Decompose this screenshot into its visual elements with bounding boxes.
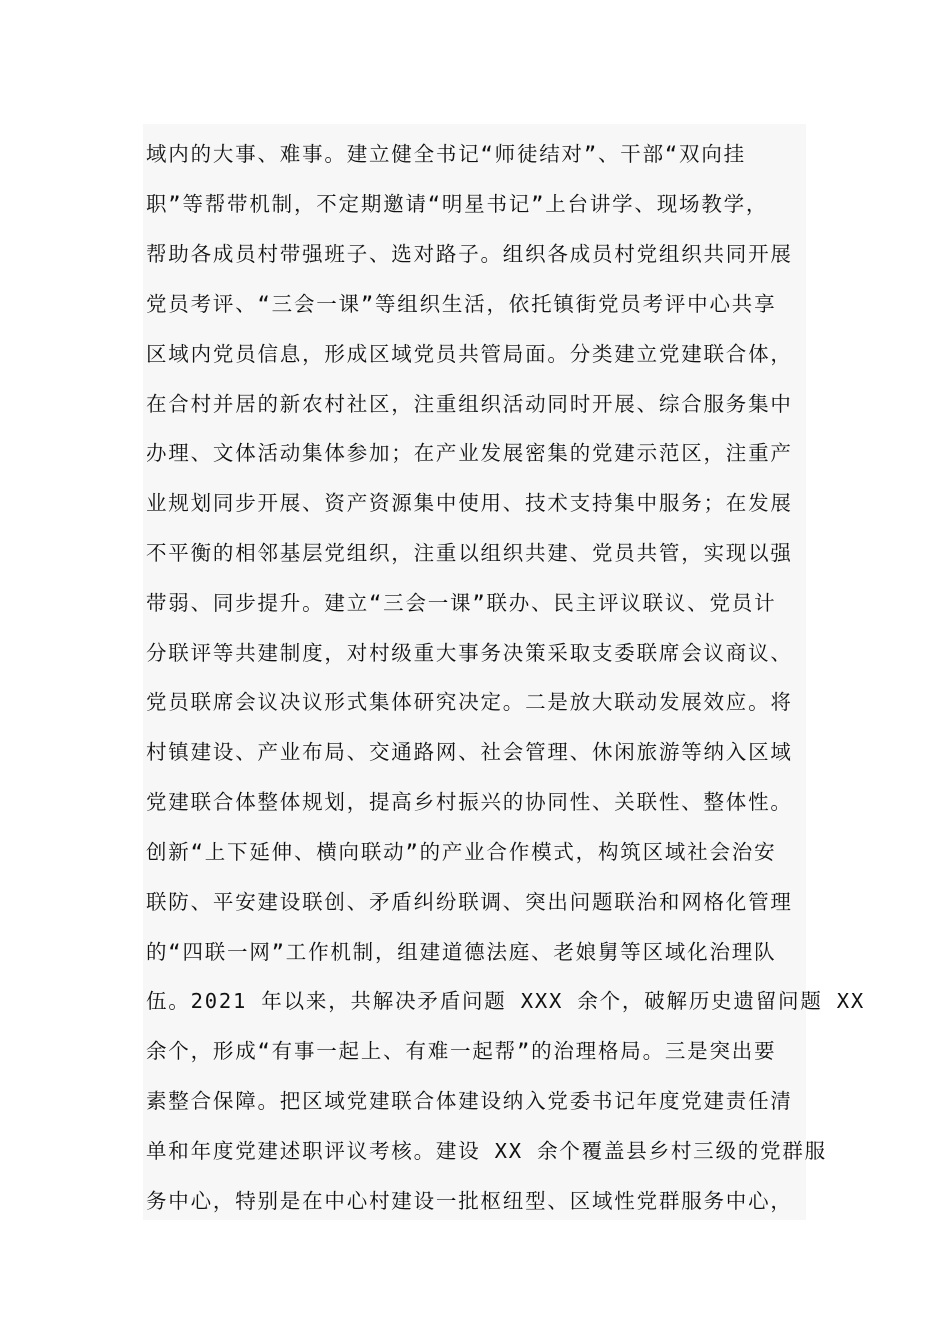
- text-line: 不平衡的相邻基层党组织，注重以组织共建、党员共管，实现以强: [146, 541, 793, 565]
- text-line: 伍。2021 年以来，共解决矛盾问题 XXX 余个，破解历史遗留问题 XX: [146, 989, 866, 1013]
- text-line: 党建联合体整体规划，提高乡村振兴的协同性、关联性、整体性。: [146, 790, 793, 814]
- text-line: 办理、文体活动集体参加；在产业发展密集的党建示范区，注重产: [146, 441, 793, 465]
- text-line: 域内的大事、难事。建立健全书记“师徒结对”、干部“双向挂: [146, 142, 746, 166]
- text-line: 联防、平安建设联创、矛盾纠纷联调、突出问题联治和网格化管理: [146, 890, 793, 914]
- text-line: 创新“上下延伸、横向联动”的产业合作模式，构筑区域社会治安: [146, 840, 777, 864]
- text-line: 素整合保障。把区域党建联合体建设纳入党委书记年度党建责任清: [146, 1089, 793, 1113]
- text-line: 业规划同步开展、资产资源集中使用、技术支持集中服务；在发展: [146, 491, 793, 515]
- text-line: 分联评等共建制度，对村级重大事务决策采取支委联席会议商议、: [146, 641, 793, 665]
- text-line: 带弱、同步提升。建立“三会一课”联办、民主评议联议、党员计: [146, 591, 777, 615]
- text-line: 单和年度党建述职评议考核。建设 XX 余个覆盖县乡村三级的党群服: [146, 1139, 827, 1163]
- text-line: 村镇建设、产业布局、交通路网、社会管理、休闲旅游等纳入区域: [146, 740, 793, 764]
- text-line: 的“四联一网”工作机制，组建道德法庭、老娘舅等区域化治理队: [146, 940, 777, 964]
- text-line: 帮助各成员村带强班子、选对路子。组织各成员村党组织共同开展: [146, 242, 793, 266]
- text-line: 党员考评、“三会一课”等组织生活，依托镇街党员考评中心共享: [146, 292, 777, 316]
- text-line: 区域内党员信息，形成区域党员共管局面。分类建立党建联合体，: [146, 342, 793, 366]
- text-line: 职”等帮带机制，不定期邀请“明星书记”上台讲学、现场教学，: [146, 192, 769, 216]
- text-line: 务中心，特别是在中心村建设一批枢纽型、区域性党群服务中心，: [146, 1189, 793, 1213]
- text-line: 党员联席会议决议形式集体研究决定。二是放大联动发展效应。将: [146, 690, 793, 714]
- text-line: 余个，形成“有事一起上、有难一起帮”的治理格局。三是突出要: [146, 1039, 777, 1063]
- document-body: [143, 124, 866, 1220]
- text-line: 在合村并居的新农村社区，注重组织活动同时开展、综合服务集中: [146, 392, 793, 416]
